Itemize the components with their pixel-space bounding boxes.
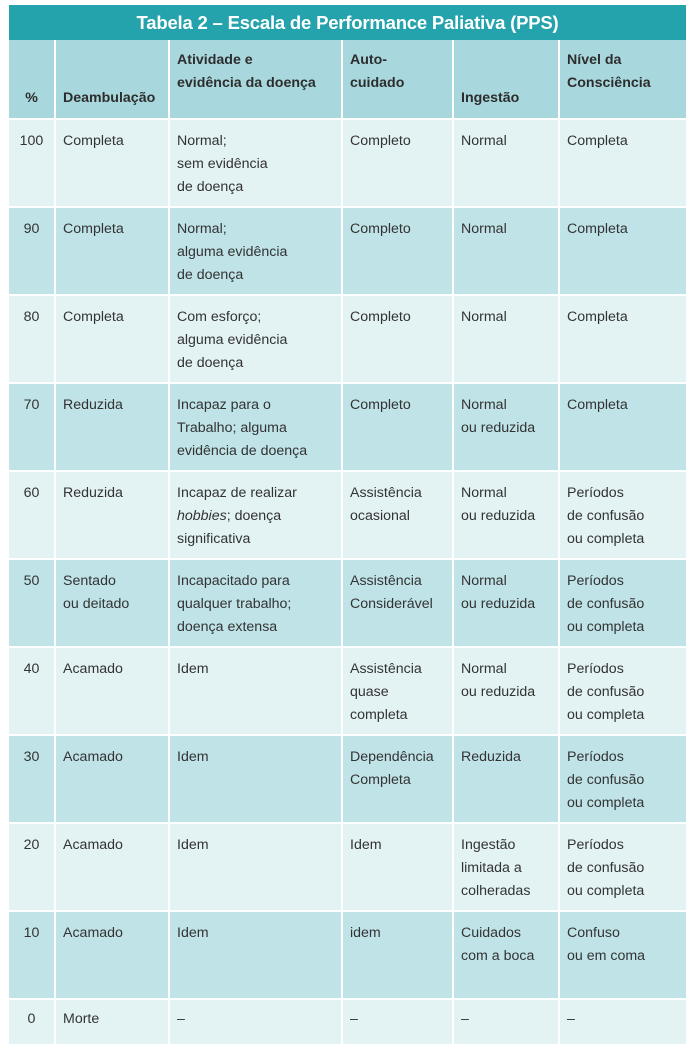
cell-line: idem bbox=[350, 925, 381, 941]
cell-line: Acamado bbox=[63, 837, 123, 853]
cell-line: ou completa bbox=[567, 619, 645, 635]
cell-nivel-consciencia bbox=[559, 559, 686, 647]
cell-line: Ingestão bbox=[461, 837, 516, 853]
cell-line: Cuidados bbox=[461, 925, 521, 941]
cell-line: ou completa bbox=[567, 795, 645, 811]
cell-nivel-consciencia bbox=[559, 119, 686, 207]
cell-line: de doença bbox=[177, 179, 244, 195]
cell-percent: 70 bbox=[9, 383, 55, 471]
cell-line: alguma evidência bbox=[177, 244, 288, 260]
cell-line: Idem bbox=[350, 837, 382, 853]
cell-ingestao bbox=[453, 295, 559, 383]
cell-line: Períodos bbox=[567, 573, 624, 589]
cell-line: Confuso bbox=[567, 925, 620, 941]
table-row bbox=[9, 735, 686, 823]
cell-line: Nível da bbox=[567, 52, 622, 68]
cell-deambulacao bbox=[55, 823, 169, 911]
cell-line: Dependência bbox=[350, 749, 434, 765]
cell-atividade bbox=[169, 823, 342, 911]
cell-line: ou reduzida bbox=[461, 684, 536, 700]
header-deambulacao bbox=[55, 40, 169, 119]
cell-line: Deambulação bbox=[63, 90, 156, 106]
cell-line: Assistência bbox=[350, 661, 422, 677]
cell-line: Períodos bbox=[567, 661, 624, 677]
cell-line: Completo bbox=[350, 309, 411, 325]
cell-nivel-consciencia bbox=[559, 383, 686, 471]
cell-ingestao bbox=[453, 207, 559, 295]
cell-nivel-consciencia bbox=[559, 823, 686, 911]
cell-line: Completa bbox=[350, 772, 411, 788]
cell-line: Completa bbox=[63, 133, 124, 149]
cell-autocuidado bbox=[342, 647, 453, 735]
cell-line: ou completa bbox=[567, 883, 645, 899]
cell-percent: 0 bbox=[9, 999, 55, 1045]
cell-percent: 60 bbox=[9, 471, 55, 559]
cell-line: Normal bbox=[461, 485, 507, 501]
cell-line: Assistência bbox=[350, 573, 422, 589]
cell-line: Normal; bbox=[177, 221, 227, 237]
cell-line: de confusão bbox=[567, 772, 645, 788]
cell-ingestao bbox=[453, 823, 559, 911]
cell-autocuidado bbox=[342, 383, 453, 471]
cell-line: ocasional bbox=[350, 508, 410, 524]
cell-line: – bbox=[461, 1011, 469, 1027]
cell-line: Completo bbox=[350, 221, 411, 237]
cell-line: ou em coma bbox=[567, 948, 646, 964]
cell-line: Completa bbox=[63, 309, 124, 325]
cell-line: Incapaz para o bbox=[177, 397, 271, 413]
cell-autocuidado bbox=[342, 735, 453, 823]
cell-line: cuidado bbox=[350, 75, 405, 91]
cell-line: Completa bbox=[63, 221, 124, 237]
cell-line: colheradas bbox=[461, 883, 531, 899]
cell-line: com a boca bbox=[461, 948, 535, 964]
cell-line: Considerável bbox=[350, 596, 433, 612]
cell-line: qualquer trabalho; bbox=[177, 596, 292, 612]
cell-line: Normal bbox=[461, 221, 507, 237]
cell-ingestao bbox=[453, 559, 559, 647]
table-row bbox=[9, 911, 686, 999]
cell-ingestao bbox=[453, 647, 559, 735]
cell-line: Sentado bbox=[63, 573, 116, 589]
cell-nivel-consciencia bbox=[559, 207, 686, 295]
cell-deambulacao bbox=[55, 295, 169, 383]
cell-autocuidado bbox=[342, 295, 453, 383]
cell-line: – bbox=[567, 1011, 575, 1027]
cell-nivel-consciencia bbox=[559, 735, 686, 823]
cell-deambulacao bbox=[55, 911, 169, 999]
cell-line: Assistência bbox=[350, 485, 422, 501]
cell-line: significativa bbox=[177, 531, 251, 547]
header-percent bbox=[9, 40, 55, 119]
cell-line: sem evidência bbox=[177, 156, 268, 172]
cell-line: ou reduzida bbox=[461, 420, 536, 436]
table-row bbox=[9, 823, 686, 911]
cell-line: Auto- bbox=[350, 52, 388, 68]
cell-autocuidado bbox=[342, 823, 453, 911]
cell-autocuidado bbox=[342, 999, 453, 1045]
cell-line: Reduzida bbox=[461, 749, 521, 765]
cell-line: Períodos bbox=[567, 485, 624, 501]
cell-line: de doença bbox=[177, 267, 244, 283]
table-row bbox=[9, 295, 686, 383]
header-row bbox=[9, 40, 686, 119]
cell-deambulacao bbox=[55, 207, 169, 295]
cell-ingestao bbox=[453, 119, 559, 207]
cell-line: Normal bbox=[461, 133, 507, 149]
cell-percent: 20 bbox=[9, 823, 55, 911]
cell-line: Reduzida bbox=[63, 485, 123, 501]
cell-deambulacao bbox=[55, 559, 169, 647]
cell-ingestao bbox=[453, 383, 559, 471]
cell-line: ou completa bbox=[567, 531, 645, 547]
cell-line: Idem bbox=[177, 661, 209, 677]
cell-atividade bbox=[169, 911, 342, 999]
cell-line: evidência de doença bbox=[177, 443, 308, 459]
cell-line: Idem bbox=[177, 837, 209, 853]
cell-deambulacao bbox=[55, 647, 169, 735]
table-row bbox=[9, 383, 686, 471]
cell-percent: 90 bbox=[9, 207, 55, 295]
cell-line: ou deitado bbox=[63, 596, 130, 612]
cell-nivel-consciencia bbox=[559, 911, 686, 999]
cell-line: doença extensa bbox=[177, 619, 278, 635]
cell-autocuidado bbox=[342, 119, 453, 207]
cell-deambulacao bbox=[55, 471, 169, 559]
cell-atividade bbox=[169, 383, 342, 471]
cell-line: Completa bbox=[567, 221, 628, 237]
cell-autocuidado bbox=[342, 471, 453, 559]
cell-line: hobbies; doença bbox=[177, 508, 282, 524]
cell-deambulacao bbox=[55, 999, 169, 1045]
cell-ingestao bbox=[453, 735, 559, 823]
cell-line: limitada a bbox=[461, 860, 522, 876]
cell-atividade bbox=[169, 207, 342, 295]
cell-line: – bbox=[177, 1011, 185, 1027]
cell-line: Atividade e bbox=[177, 52, 253, 68]
cell-line: de confusão bbox=[567, 684, 645, 700]
cell-atividade bbox=[169, 647, 342, 735]
cell-atividade bbox=[169, 735, 342, 823]
cell-ingestao bbox=[453, 471, 559, 559]
cell-line: Completo bbox=[350, 397, 411, 413]
header-atividade bbox=[169, 40, 342, 119]
pps-table bbox=[9, 40, 686, 1046]
cell-line: de doença bbox=[177, 355, 244, 371]
cell-line: Morte bbox=[63, 1011, 100, 1027]
cell-nivel-consciencia bbox=[559, 471, 686, 559]
cell-deambulacao bbox=[55, 735, 169, 823]
cell-line: Períodos bbox=[567, 837, 624, 853]
cell-percent: 100 bbox=[9, 119, 55, 207]
cell-line: evidência da doença bbox=[177, 75, 316, 91]
cell-nivel-consciencia bbox=[559, 295, 686, 383]
cell-line: Períodos bbox=[567, 749, 624, 765]
header-ingestao bbox=[453, 40, 559, 119]
cell-line: quase bbox=[350, 684, 389, 700]
cell-line: de confusão bbox=[567, 508, 645, 524]
cell-percent: 40 bbox=[9, 647, 55, 735]
cell-nivel-consciencia bbox=[559, 647, 686, 735]
cell-deambulacao bbox=[55, 383, 169, 471]
table-row bbox=[9, 559, 686, 647]
cell-line: Completa bbox=[567, 397, 628, 413]
cell-line: Acamado bbox=[63, 661, 123, 677]
cell-percent: 50 bbox=[9, 559, 55, 647]
cell-line: Normal; bbox=[177, 133, 227, 149]
cell-atividade bbox=[169, 295, 342, 383]
cell-line: Acamado bbox=[63, 925, 123, 941]
cell-line: ou completa bbox=[567, 707, 645, 723]
cell-line: % bbox=[25, 90, 38, 106]
cell-autocuidado bbox=[342, 559, 453, 647]
cell-autocuidado bbox=[342, 911, 453, 999]
table-row bbox=[9, 471, 686, 559]
table-row bbox=[9, 119, 686, 207]
cell-line: Incapacitado para bbox=[177, 573, 290, 589]
cell-line: ou reduzida bbox=[461, 596, 536, 612]
cell-percent: 80 bbox=[9, 295, 55, 383]
cell-line: Normal bbox=[461, 661, 507, 677]
italic-text: hobbies bbox=[177, 508, 227, 524]
cell-percent: 30 bbox=[9, 735, 55, 823]
cell-deambulacao bbox=[55, 119, 169, 207]
cell-ingestao bbox=[453, 999, 559, 1045]
cell-line: Incapaz de realizar bbox=[177, 485, 297, 501]
header-autocuidado bbox=[342, 40, 453, 119]
cell-atividade bbox=[169, 999, 342, 1045]
cell-line: Completa bbox=[567, 309, 628, 325]
cell-line: Acamado bbox=[63, 749, 123, 765]
cell-line: completa bbox=[350, 707, 408, 723]
table-row bbox=[9, 999, 686, 1045]
cell-line: alguma evidência bbox=[177, 332, 288, 348]
header-nivel-consciencia bbox=[559, 40, 686, 119]
cell-line: de confusão bbox=[567, 860, 645, 876]
cell-line: Normal bbox=[461, 573, 507, 589]
table-body bbox=[9, 119, 686, 1045]
cell-line: Reduzida bbox=[63, 397, 123, 413]
cell-atividade bbox=[169, 119, 342, 207]
cell-ingestao bbox=[453, 911, 559, 999]
cell-line: ou reduzida bbox=[461, 508, 536, 524]
cell-atividade bbox=[169, 559, 342, 647]
cell-nivel-consciencia bbox=[559, 999, 686, 1045]
cell-line: Completa bbox=[567, 133, 628, 149]
cell-line: de confusão bbox=[567, 596, 645, 612]
cell-line: Consciência bbox=[567, 75, 651, 91]
table-row bbox=[9, 207, 686, 295]
cell-line: Completo bbox=[350, 133, 411, 149]
cell-line: Com esforço; bbox=[177, 309, 262, 325]
cell-line: – bbox=[350, 1011, 358, 1027]
cell-line: Trabalho; alguma bbox=[177, 420, 287, 436]
cell-line: Idem bbox=[177, 749, 209, 765]
cell-line: Idem bbox=[177, 925, 209, 941]
cell-atividade bbox=[169, 471, 342, 559]
cell-autocuidado bbox=[342, 207, 453, 295]
cell-percent: 10 bbox=[9, 911, 55, 999]
cell-line: Normal bbox=[461, 309, 507, 325]
table-title: Tabela 2 – Escala de Performance Paliativa (PPS) bbox=[9, 5, 686, 40]
cell-line: Ingestão bbox=[461, 90, 520, 106]
cell-line: Normal bbox=[461, 397, 507, 413]
table-row bbox=[9, 647, 686, 735]
